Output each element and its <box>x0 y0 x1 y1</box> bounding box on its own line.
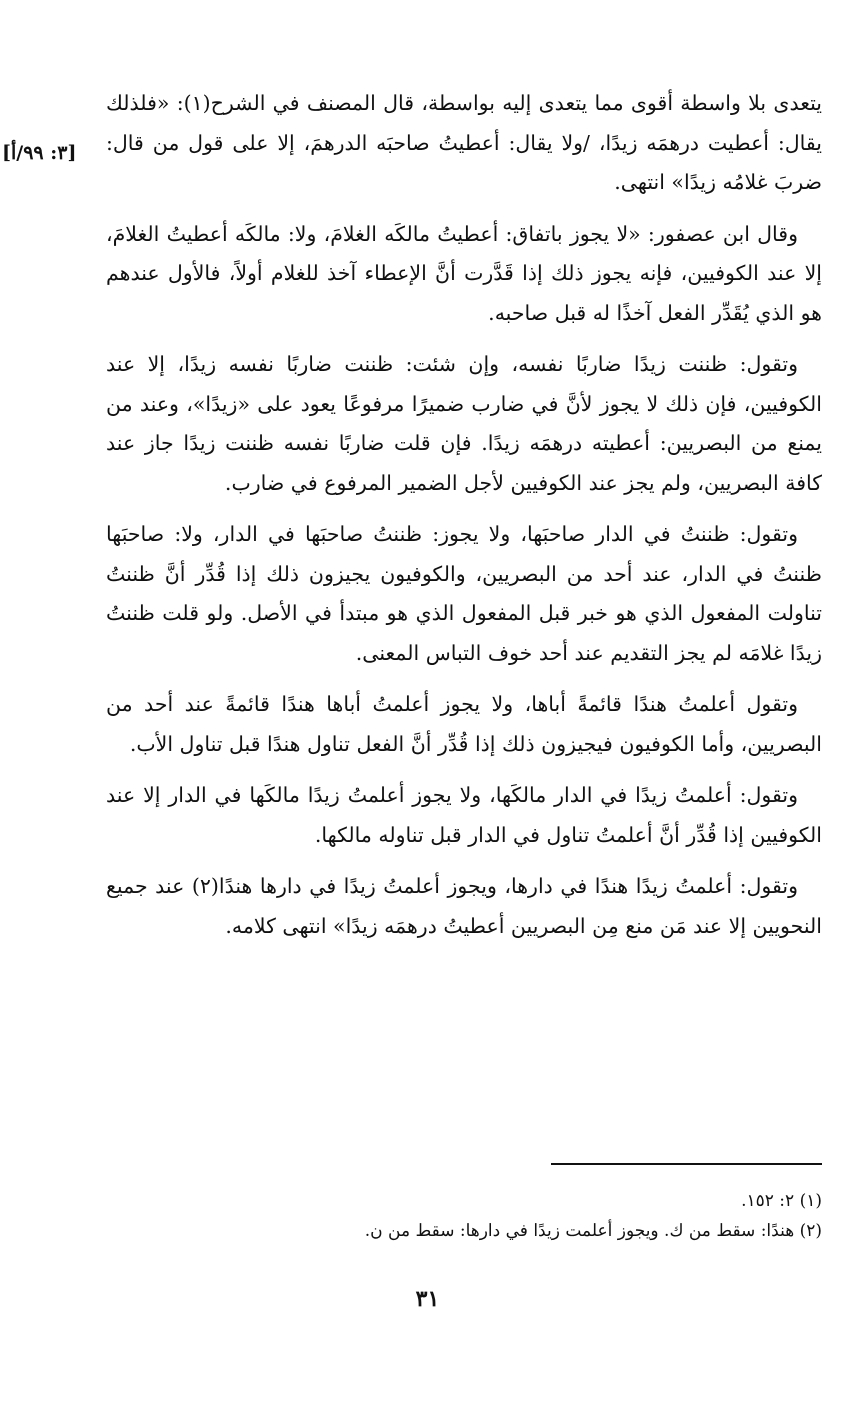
paragraph-1: يتعدى بلا واسطة أقوى مما يتعدى إليه بواسطة، قال المصنف في الشرح(١): «فلذلك يقال: أعطيت درهمَه زيدًا، /ولا يقال: أعطيتُ صاحبَه الدرهمَ، إلا على قول من قال: ضربَ غلامُه زيدًا» انتهى. <box>106 91 822 194</box>
paragraph-7: وتقول: أعلمتُ زيدًا هندًا في دارها، ويجوز أعلمتُ زيدًا في دارها هندًا(٢) عند جميع النحويين إلا عند مَن منع مِن البصريين أعطيتُ درهمَه زيدًا» انتهى كلامه. <box>106 874 822 938</box>
margin-reference: [٣: ٩٩/أ] <box>2 142 77 164</box>
paragraph-4: وتقول: ظننتُ في الدار صاحبَها، ولا يجوز: ظننتُ صاحبَها في الدار، ولا: صاحبَها ظننتُ في الدار، عند أحد من البصريين، والكوفيون يجيزون ذلك إذا قُدِّر أنَّ ظننتُ تناولت المفعول الذي هو خبر قبل المفعول الذي هو مبتدأ في الأصل. ولو قلت ظننتُ زيدًا غلامَه لم يجز التقديم عند أحد خوف التباس المعنى. <box>106 522 822 665</box>
page-number: ٣١ <box>415 1286 440 1312</box>
paragraph-2: وقال ابن عصفور: «لا يجوز باتفاق: أعطيتُ مالكَه الغلامَ، ولا: مالكَه أعطيتُ الغلامَ، إلا عند الكوفيين، فإنه يجوز ذلك إذا قَدَّرت أنَّ الإعطاء آخذ للغلام أولاً، فالأول عندهم هو الذي يُقَدِّر الفعل آخذًا له قبل صاحبه. <box>106 221 822 325</box>
paragraph-3: وتقول: ظننت زيدًا ضاربًا نفسه، وإن شئت: ظننت ضاربًا نفسه زيدًا، إلا عند الكوفيين، فإن ذلك لا يجوز لأنَّ في ضارب ضميرًا مرفوعًا يعود على «زيدًا»، وعند من يمنع من البصريين: أعطيته درهمَه زيدًا. فإن قلت ضاربًا نفسه ظننت زيدًا جاز عند كافة البصريين، ولم يجز عند الكوفيين لأجل الضمير المرفوع في ضارب. <box>106 352 822 495</box>
paragraph-6: وتقول: أعلمتُ زيدًا في الدار مالكَها، ولا يجوز أعلمتُ زيدًا مالكَها في الدار إلا عند الكوفيين إذا قُدِّر أنَّ أعلمتُ تناول في الدار قبل تناوله مالكها. <box>106 783 822 847</box>
footnote-separator <box>551 1163 822 1165</box>
main-text <box>106 84 822 958</box>
footnotes <box>300 1186 822 1246</box>
footnote-2: (٢) هندًا: سقط من ك. ويجوز أعلمت زيدًا في دارها: سقط من ن. <box>364 1221 822 1241</box>
paragraph-5: وتقول أعلمتُ هندًا قائمةً أباها، ولا يجوز أعلمتُ أباها هندًا قائمةً عند أحد من البصريين، وأما الكوفيون فيجيزون ذلك إذا قُدِّر أنَّ الفعل تناول هندًا قبل تناول الأب. <box>106 692 822 756</box>
footnote-1: (١) ٢: ١٥٢. <box>741 1191 822 1211</box>
